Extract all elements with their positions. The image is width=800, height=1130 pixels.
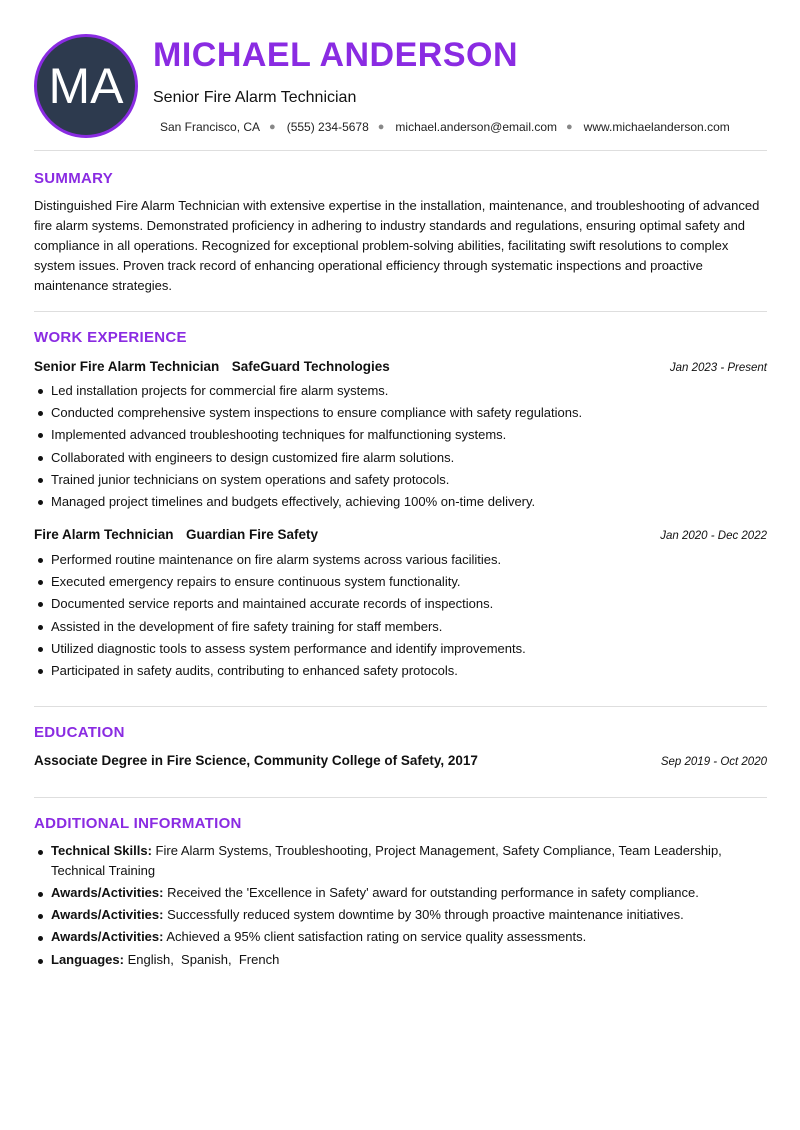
separator-dot-icon: ●	[566, 121, 573, 133]
list-item: Documented service reports and maintained accurate records of inspections.	[34, 593, 769, 615]
list-item: Utilized diagnostic tools to assess system performance and identify improvements.	[34, 638, 769, 660]
list-item	[34, 927, 769, 947]
additional-list	[34, 841, 769, 972]
education-entry	[34, 753, 767, 768]
section-title-education: EDUCATION	[34, 724, 125, 741]
contact-location: San Francisco, CA	[160, 120, 261, 134]
job-title: Fire Alarm Technician	[34, 527, 174, 542]
section-title-additional: ADDITIONAL INFORMATION	[34, 815, 242, 832]
education-date: Sep 2019 - Oct 2020	[660, 756, 767, 768]
list-item: Implemented advanced troubleshooting techniques for malfunctioning systems.	[34, 424, 769, 446]
item-text: Received the 'Excellence in Safety' award for outstanding performance in safety compliance.	[163, 884, 699, 900]
avatar	[34, 34, 138, 138]
job-bullets	[34, 380, 769, 513]
item-label: Awards/Activities:	[51, 884, 164, 900]
job-bullets	[34, 549, 769, 682]
candidate-name: MICHAEL ANDERSON	[153, 36, 519, 74]
list-item: Led installation projects for commercial fire alarm systems.	[34, 380, 769, 402]
list-item: Assisted in the development of fire safety training for staff members.	[34, 616, 769, 638]
job-header	[34, 358, 767, 376]
list-item: Performed routine maintenance on fire alarm systems across various facilities.	[34, 549, 769, 571]
job-title: Senior Fire Alarm Technician	[34, 359, 220, 374]
list-item	[34, 883, 769, 903]
list-item	[34, 950, 769, 970]
list-item: Conducted comprehensive system inspections to ensure compliance with safety regulations.	[34, 402, 769, 424]
list-item	[34, 841, 769, 880]
list-item: Trained junior technicians on system operations and safety protocols.	[34, 469, 769, 491]
item-text: Successfully reduced system downtime by 30% through proactive maintenance initiatives.	[163, 907, 684, 923]
item-text: Fire Alarm Systems, Troubleshooting, Project Management, Safety Compliance, Team Leadership, Technical Training	[51, 843, 722, 878]
separator-dot-icon: ●	[269, 121, 276, 133]
item-label: Awards/Activities:	[51, 907, 164, 923]
contact-bar	[160, 120, 730, 134]
list-item	[34, 905, 769, 925]
divider	[34, 311, 767, 312]
candidate-role: Senior Fire Alarm Technician	[153, 89, 357, 106]
avatar-initials: MA	[48, 58, 124, 114]
divider	[34, 150, 767, 151]
item-label: Awards/Activities:	[51, 929, 164, 945]
education-degree: Associate Degree in Fire Science, Community College of Safety, 2017	[34, 753, 478, 768]
list-item: Managed project timelines and budgets effectively, achieving 100% on-time delivery.	[34, 491, 769, 513]
job-company: Guardian Fire Safety	[186, 527, 319, 542]
job-company: SafeGuard Technologies	[231, 359, 390, 374]
separator-dot-icon: ●	[377, 121, 385, 133]
item-label: Languages:	[51, 951, 124, 967]
contact-email[interactable]: michael.anderson@email.com	[395, 120, 558, 134]
job-date: Jan 2023 - Present	[669, 362, 767, 374]
summary-text: Distinguished Fire Alarm Technician with extensive expertise in the installation, maintenance, and troubleshooting of advanced fire alarm systems. Demonstrated proficiency in adhering to industry standards and regulations, ensuring optimal safety and compliance in all operations. Recognized for exceptional problem-solving abilities, facilitating swift resolutions to complex system issues. Proven track record of enhancing operational efficiency through systematic inspections and proactive maintenance strategies.	[34, 198, 760, 293]
item-label: Technical Skills:	[51, 843, 152, 858]
job-date: Jan 2020 - Dec 2022	[660, 530, 767, 542]
item-text: Achieved a 95% client satisfaction rating on service quality assessments.	[163, 929, 587, 945]
contact-website[interactable]: www.michaelanderson.com	[583, 120, 730, 134]
contact-phone: (555) 234-5678	[286, 120, 369, 134]
item-text: English, Spanish, French	[123, 951, 280, 967]
job-header	[34, 526, 767, 544]
section-title-summary: SUMMARY	[34, 170, 114, 187]
divider	[34, 797, 767, 798]
list-item: Collaborated with engineers to design customized fire alarm solutions.	[34, 447, 769, 469]
divider	[34, 706, 767, 707]
section-title-experience: WORK EXPERIENCE	[34, 329, 187, 346]
list-item: Executed emergency repairs to ensure continuous system functionality.	[34, 571, 769, 593]
list-item: Participated in safety audits, contributing to enhanced safety protocols.	[34, 660, 769, 682]
